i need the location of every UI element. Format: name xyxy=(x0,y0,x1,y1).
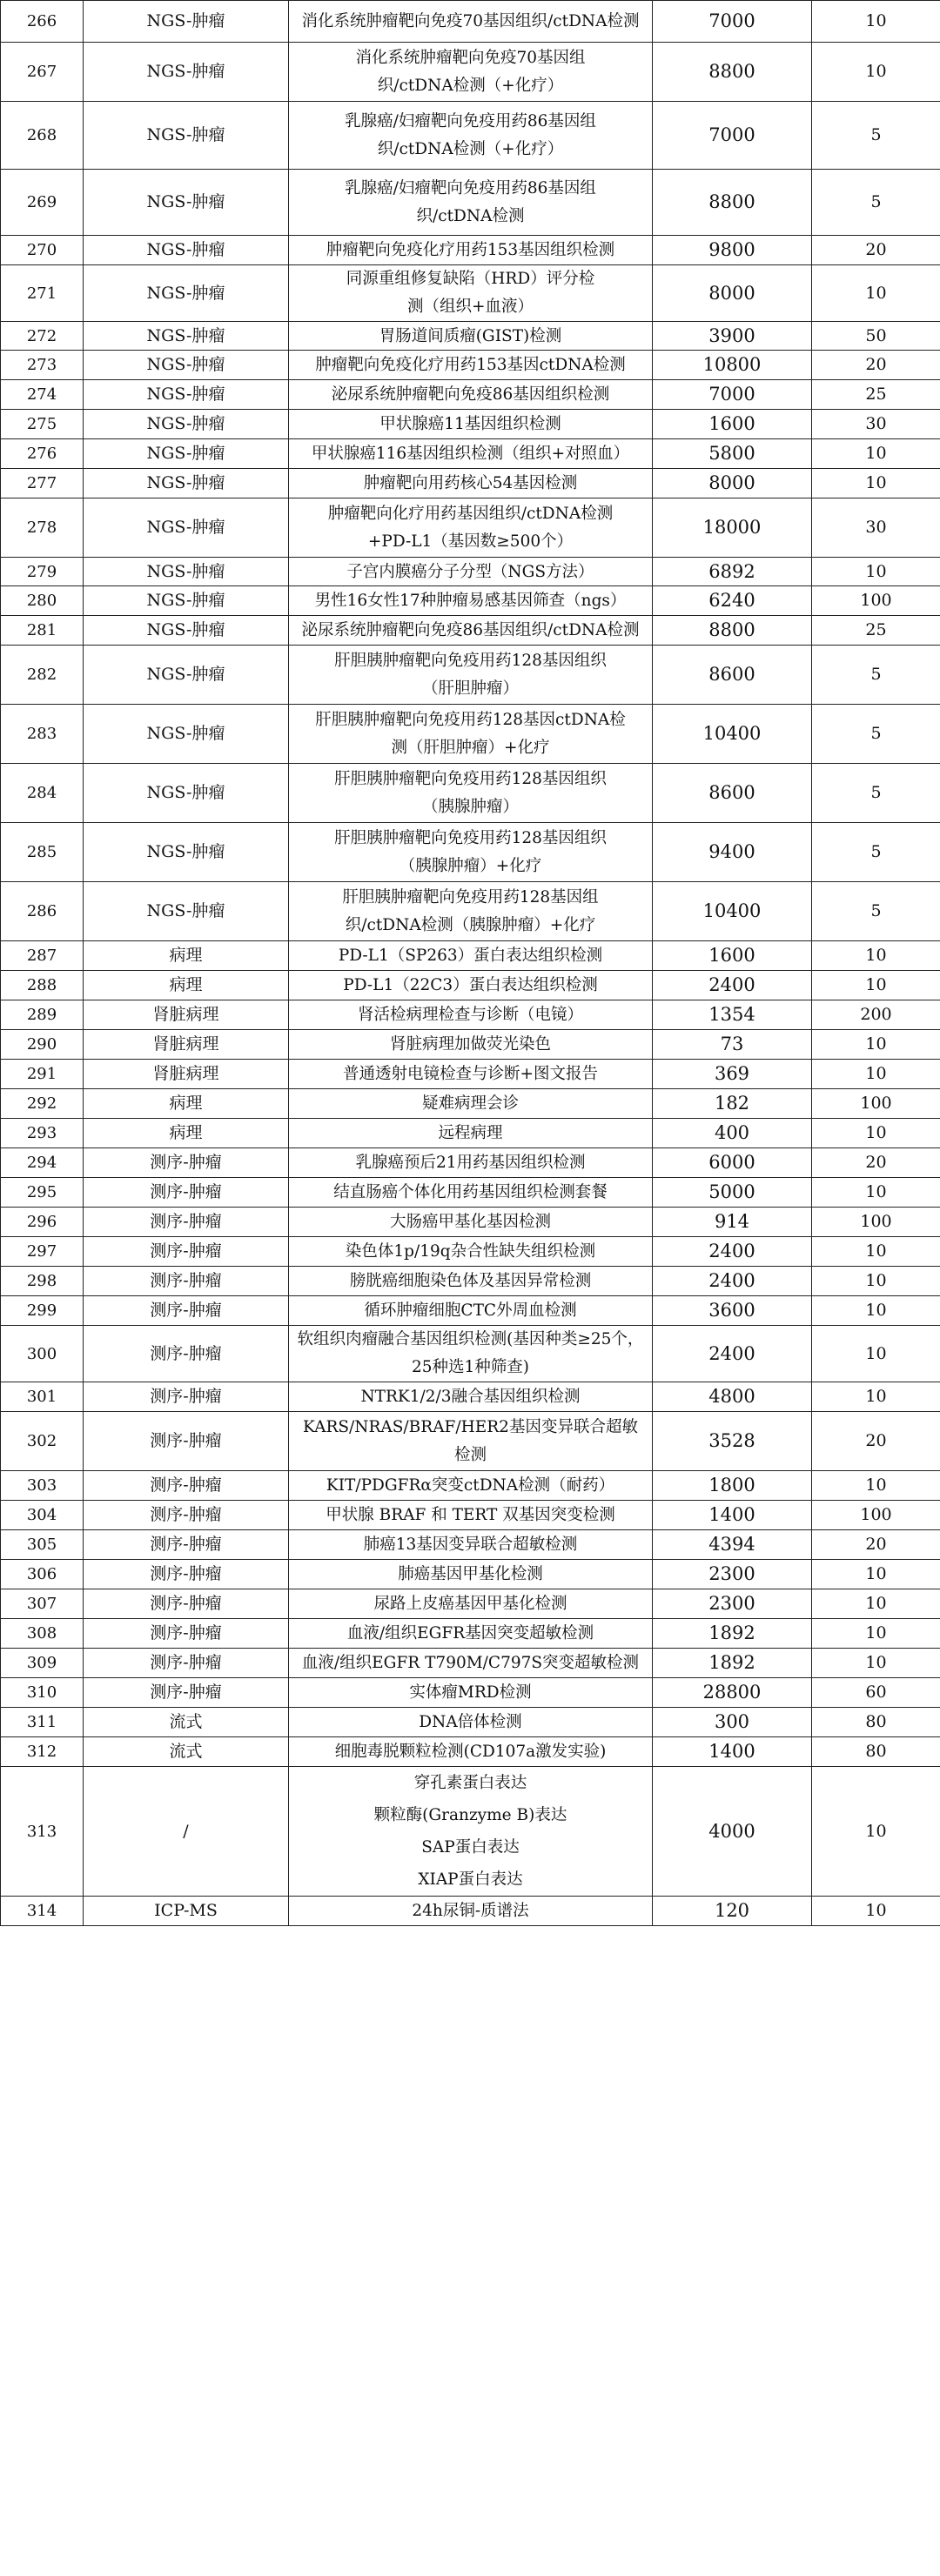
row-number: 271 xyxy=(1,265,84,322)
table-row xyxy=(1,1267,940,1296)
row-number: 270 xyxy=(1,236,84,265)
category-cell: 病理 xyxy=(84,1089,289,1119)
days-cell: 10 xyxy=(812,941,940,971)
table-row xyxy=(1,1678,940,1708)
test-item-cell: 结直肠癌个体化用药基因组织检测套餐 xyxy=(289,1178,653,1208)
price-cell: 300 xyxy=(653,1708,812,1737)
table-row xyxy=(1,322,940,351)
row-number: 314 xyxy=(1,1897,84,1926)
category-cell: NGS-肿瘤 xyxy=(84,558,289,586)
table-row xyxy=(1,351,940,380)
table-row xyxy=(1,586,940,616)
days-cell: 100 xyxy=(812,1208,940,1237)
test-item-cell: 血液/组织EGFR T790M/C797S突变超敏检测 xyxy=(289,1649,653,1678)
days-cell: 100 xyxy=(812,586,940,616)
price-cell: 8800 xyxy=(653,43,812,102)
price-cell: 8600 xyxy=(653,646,812,705)
category-cell: 测序-肿瘤 xyxy=(84,1237,289,1267)
days-cell: 10 xyxy=(812,265,940,322)
row-number: 310 xyxy=(1,1678,84,1708)
table-row xyxy=(1,1767,940,1897)
test-item-cell: 远程病理 xyxy=(289,1119,653,1148)
category-cell: NGS-肿瘤 xyxy=(84,410,289,439)
table-row xyxy=(1,1030,940,1060)
row-number: 302 xyxy=(1,1412,84,1471)
price-cell: 7000 xyxy=(653,1,812,43)
table-row xyxy=(1,1708,940,1737)
test-item-cell: 肝胆胰肿瘤靶向免疫用药128基因ctDNA检测（肝胆肿瘤）+化疗 xyxy=(289,705,653,764)
category-cell: 测序-肿瘤 xyxy=(84,1326,289,1382)
table-row xyxy=(1,1000,940,1030)
price-cell: 9400 xyxy=(653,823,812,882)
price-cell: 1892 xyxy=(653,1619,812,1649)
days-cell: 10 xyxy=(812,1119,940,1148)
category-cell: NGS-肿瘤 xyxy=(84,439,289,469)
table-row xyxy=(1,1412,940,1471)
table-row xyxy=(1,1737,940,1767)
table-row xyxy=(1,1237,940,1267)
test-item-cell: KARS/NRAS/BRAF/HER2基因变异联合超敏检测 xyxy=(289,1412,653,1471)
price-cell: 1892 xyxy=(653,1649,812,1678)
table-row xyxy=(1,498,940,558)
category-cell: 测序-肿瘤 xyxy=(84,1589,289,1619)
days-cell: 80 xyxy=(812,1737,940,1767)
price-cell: 6240 xyxy=(653,586,812,616)
price-cell: 400 xyxy=(653,1119,812,1148)
price-cell: 3600 xyxy=(653,1296,812,1326)
table-row xyxy=(1,1,940,43)
table-row xyxy=(1,469,940,498)
price-cell: 10800 xyxy=(653,351,812,380)
category-cell: NGS-肿瘤 xyxy=(84,236,289,265)
test-item-cell: 泌尿系统肿瘤靶向免疫86基因组织检测 xyxy=(289,380,653,410)
table-row xyxy=(1,1148,940,1178)
price-cell: 10400 xyxy=(653,705,812,764)
category-cell: NGS-肿瘤 xyxy=(84,43,289,102)
price-cell: 8000 xyxy=(653,469,812,498)
price-cell: 3900 xyxy=(653,322,812,351)
price-cell: 5000 xyxy=(653,1178,812,1208)
category-cell: 流式 xyxy=(84,1708,289,1737)
days-cell: 100 xyxy=(812,1089,940,1119)
table-row xyxy=(1,1178,940,1208)
price-cell: 9800 xyxy=(653,236,812,265)
table-row xyxy=(1,1589,940,1619)
days-cell: 100 xyxy=(812,1501,940,1530)
days-cell: 10 xyxy=(812,1619,940,1649)
category-cell: NGS-肿瘤 xyxy=(84,616,289,646)
days-cell: 10 xyxy=(812,1649,940,1678)
row-number: 308 xyxy=(1,1619,84,1649)
price-cell: 1600 xyxy=(653,941,812,971)
days-cell: 25 xyxy=(812,380,940,410)
days-cell: 10 xyxy=(812,1296,940,1326)
row-number: 291 xyxy=(1,1060,84,1089)
table-row xyxy=(1,823,940,882)
row-number: 267 xyxy=(1,43,84,102)
days-cell: 10 xyxy=(812,1,940,43)
days-cell: 10 xyxy=(812,1178,940,1208)
category-cell: NGS-肿瘤 xyxy=(84,882,289,941)
price-cell: 6892 xyxy=(653,558,812,586)
row-number: 272 xyxy=(1,322,84,351)
row-number: 294 xyxy=(1,1148,84,1178)
test-item-cell: 肝胆胰肿瘤靶向免疫用药128基因组织（胰腺肿瘤）+化疗 xyxy=(289,823,653,882)
row-number: 299 xyxy=(1,1296,84,1326)
row-number: 297 xyxy=(1,1237,84,1267)
days-cell: 5 xyxy=(812,764,940,823)
price-cell: 3528 xyxy=(653,1412,812,1471)
table-row xyxy=(1,705,940,764)
days-cell: 10 xyxy=(812,558,940,586)
price-cell: 914 xyxy=(653,1208,812,1237)
days-cell: 10 xyxy=(812,1060,940,1089)
row-number: 304 xyxy=(1,1501,84,1530)
row-number: 277 xyxy=(1,469,84,498)
table-row xyxy=(1,410,940,439)
days-cell: 30 xyxy=(812,410,940,439)
table-row xyxy=(1,1089,940,1119)
category-cell: 测序-肿瘤 xyxy=(84,1501,289,1530)
row-number: 301 xyxy=(1,1382,84,1412)
test-item-cell: 疑难病理会诊 xyxy=(289,1089,653,1119)
test-item-cell: 甲状腺 BRAF 和 TERT 双基因突变检测 xyxy=(289,1501,653,1530)
table-row xyxy=(1,102,940,170)
days-cell: 10 xyxy=(812,1237,940,1267)
price-cell: 4800 xyxy=(653,1382,812,1412)
table-row xyxy=(1,170,940,236)
price-cell: 1400 xyxy=(653,1501,812,1530)
price-cell: 1354 xyxy=(653,1000,812,1030)
days-cell: 10 xyxy=(812,439,940,469)
table-row xyxy=(1,1119,940,1148)
test-item-cell: DNA倍体检测 xyxy=(289,1708,653,1737)
days-cell: 5 xyxy=(812,823,940,882)
days-cell: 10 xyxy=(812,469,940,498)
days-cell: 10 xyxy=(812,1326,940,1382)
table-row xyxy=(1,1471,940,1501)
days-cell: 5 xyxy=(812,102,940,170)
test-item-cell: PD-L1（SP263）蛋白表达组织检测 xyxy=(289,941,653,971)
row-number: 268 xyxy=(1,102,84,170)
test-item-cell: 肾脏病理加做荧光染色 xyxy=(289,1030,653,1060)
category-cell: NGS-肿瘤 xyxy=(84,498,289,558)
days-cell: 25 xyxy=(812,616,940,646)
category-cell: 测序-肿瘤 xyxy=(84,1649,289,1678)
test-item-cell: 大肠癌甲基化基因检测 xyxy=(289,1208,653,1237)
test-item-cell: 染色体1p/19q杂合性缺失组织检测 xyxy=(289,1237,653,1267)
price-cell: 8800 xyxy=(653,616,812,646)
row-number: 300 xyxy=(1,1326,84,1382)
table-body xyxy=(1,1,940,1926)
table-row xyxy=(1,1296,940,1326)
category-cell: NGS-肿瘤 xyxy=(84,764,289,823)
category-cell: NGS-肿瘤 xyxy=(84,322,289,351)
test-item-cell: 肾活检病理检查与诊断（电镜） xyxy=(289,1000,653,1030)
table-row xyxy=(1,236,940,265)
test-item-cell: 穿孔素蛋白表达 颗粒酶(Granzyme B)表达 SAP蛋白表达 XIAP蛋白表达 xyxy=(289,1767,653,1897)
price-cell: 120 xyxy=(653,1897,812,1926)
table-row xyxy=(1,1501,940,1530)
table-row xyxy=(1,1382,940,1412)
row-number: 285 xyxy=(1,823,84,882)
test-item-cell: 血液/组织EGFR基因突变超敏检测 xyxy=(289,1619,653,1649)
test-item-cell: 肿瘤靶向用药核心54基因检测 xyxy=(289,469,653,498)
test-item-cell: 循环肿瘤细胞CTC外周血检测 xyxy=(289,1296,653,1326)
price-cell: 8000 xyxy=(653,265,812,322)
category-cell: 肾脏病理 xyxy=(84,1030,289,1060)
table-row xyxy=(1,558,940,586)
row-number: 296 xyxy=(1,1208,84,1237)
price-cell: 6000 xyxy=(653,1148,812,1178)
category-cell: 测序-肿瘤 xyxy=(84,1296,289,1326)
days-cell: 10 xyxy=(812,971,940,1000)
category-cell: NGS-肿瘤 xyxy=(84,170,289,236)
row-number: 283 xyxy=(1,705,84,764)
table-row xyxy=(1,882,940,941)
test-item-cell: 膀胱癌细胞染色体及基因异常检测 xyxy=(289,1267,653,1296)
price-cell: 2400 xyxy=(653,1267,812,1296)
test-item-cell: 细胞毒脱颗粒检测(CD107a激发实验) xyxy=(289,1737,653,1767)
row-number: 266 xyxy=(1,1,84,43)
price-cell: 4000 xyxy=(653,1767,812,1897)
days-cell: 10 xyxy=(812,1471,940,1501)
table-row xyxy=(1,1326,940,1382)
row-number: 280 xyxy=(1,586,84,616)
category-cell: NGS-肿瘤 xyxy=(84,102,289,170)
days-cell: 10 xyxy=(812,43,940,102)
test-item-cell: 子宫内膜癌分子分型（NGS方法） xyxy=(289,558,653,586)
days-cell: 5 xyxy=(812,882,940,941)
category-cell: 病理 xyxy=(84,941,289,971)
price-cell: 73 xyxy=(653,1030,812,1060)
row-number: 293 xyxy=(1,1119,84,1148)
test-item-cell: 24h尿铜-质谱法 xyxy=(289,1897,653,1926)
price-cell: 182 xyxy=(653,1089,812,1119)
category-cell: 测序-肿瘤 xyxy=(84,1267,289,1296)
table-row xyxy=(1,380,940,410)
days-cell: 5 xyxy=(812,170,940,236)
days-cell: 20 xyxy=(812,1148,940,1178)
category-cell: 测序-肿瘤 xyxy=(84,1382,289,1412)
category-cell: NGS-肿瘤 xyxy=(84,265,289,322)
row-number: 303 xyxy=(1,1471,84,1501)
category-cell: 测序-肿瘤 xyxy=(84,1148,289,1178)
category-cell: 流式 xyxy=(84,1737,289,1767)
days-cell: 10 xyxy=(812,1897,940,1926)
table-row xyxy=(1,764,940,823)
row-number: 281 xyxy=(1,616,84,646)
days-cell: 10 xyxy=(812,1382,940,1412)
test-item-cell: 男性16女性17种肿瘤易感基因筛查（ngs） xyxy=(289,586,653,616)
test-item-cell: 同源重组修复缺陷（HRD）评分检测（组织+血液） xyxy=(289,265,653,322)
category-cell: NGS-肿瘤 xyxy=(84,469,289,498)
row-number: 295 xyxy=(1,1178,84,1208)
category-cell: 肾脏病理 xyxy=(84,1060,289,1089)
days-cell: 20 xyxy=(812,1412,940,1471)
row-number: 275 xyxy=(1,410,84,439)
test-item-cell: 消化系统肿瘤靶向免疫70基因组织/ctDNA检测 xyxy=(289,1,653,43)
category-cell: 测序-肿瘤 xyxy=(84,1678,289,1708)
table-row xyxy=(1,265,940,322)
table-row xyxy=(1,941,940,971)
test-item-cell: 肺癌13基因变异联合超敏检测 xyxy=(289,1530,653,1560)
test-item-cell: 甲状腺癌116基因组织检测（组织+对照血） xyxy=(289,439,653,469)
test-item-cell: NTRK1/2/3融合基因组织检测 xyxy=(289,1382,653,1412)
table-row xyxy=(1,646,940,705)
row-number: 282 xyxy=(1,646,84,705)
price-cell: 1800 xyxy=(653,1471,812,1501)
days-cell: 5 xyxy=(812,705,940,764)
table-row xyxy=(1,1649,940,1678)
category-cell: NGS-肿瘤 xyxy=(84,823,289,882)
price-cell: 1400 xyxy=(653,1737,812,1767)
category-cell: NGS-肿瘤 xyxy=(84,705,289,764)
price-cell: 28800 xyxy=(653,1678,812,1708)
test-item-cell: 甲状腺癌11基因组织检测 xyxy=(289,410,653,439)
days-cell: 10 xyxy=(812,1589,940,1619)
price-cell: 7000 xyxy=(653,102,812,170)
test-item-cell: 泌尿系统肿瘤靶向免疫86基因组织/ctDNA检测 xyxy=(289,616,653,646)
days-cell: 50 xyxy=(812,322,940,351)
days-cell: 10 xyxy=(812,1030,940,1060)
row-number: 288 xyxy=(1,971,84,1000)
test-item-cell: 肝胆胰肿瘤靶向免疫用药128基因组织（肝胆肿瘤） xyxy=(289,646,653,705)
category-cell: 测序-肿瘤 xyxy=(84,1560,289,1589)
test-item-cell: 乳腺癌/妇瘤靶向免疫用药86基因组织/ctDNA检测 xyxy=(289,170,653,236)
days-cell: 20 xyxy=(812,351,940,380)
category-cell: 测序-肿瘤 xyxy=(84,1412,289,1471)
row-number: 284 xyxy=(1,764,84,823)
test-item-cell: 消化系统肿瘤靶向免疫70基因组织/ctDNA检测（+化疗） xyxy=(289,43,653,102)
category-cell: NGS-肿瘤 xyxy=(84,380,289,410)
price-cell: 2400 xyxy=(653,971,812,1000)
price-cell: 2300 xyxy=(653,1560,812,1589)
category-cell: 测序-肿瘤 xyxy=(84,1530,289,1560)
row-number: 309 xyxy=(1,1649,84,1678)
test-item-cell: 肝胆胰肿瘤靶向免疫用药128基因组织（胰腺肿瘤） xyxy=(289,764,653,823)
days-cell: 10 xyxy=(812,1267,940,1296)
test-item-cell: KIT/PDGFRα突变ctDNA检测（耐药） xyxy=(289,1471,653,1501)
test-item-cell: 实体瘤MRD检测 xyxy=(289,1678,653,1708)
price-cell: 2300 xyxy=(653,1589,812,1619)
test-item-cell: 软组织肉瘤融合基因组织检测(基因种类≥25个，25种选1种筛查) xyxy=(289,1326,653,1382)
category-cell: 测序-肿瘤 xyxy=(84,1208,289,1237)
price-cell: 2400 xyxy=(653,1326,812,1382)
row-number: 287 xyxy=(1,941,84,971)
table-row xyxy=(1,43,940,102)
test-item-cell: 肝胆胰肿瘤靶向免疫用药128基因组织/ctDNA检测（胰腺肿瘤）+化疗 xyxy=(289,882,653,941)
row-number: 289 xyxy=(1,1000,84,1030)
row-number: 298 xyxy=(1,1267,84,1296)
price-cell: 7000 xyxy=(653,380,812,410)
table-row xyxy=(1,1208,940,1237)
category-cell: NGS-肿瘤 xyxy=(84,351,289,380)
days-cell: 60 xyxy=(812,1678,940,1708)
table-row xyxy=(1,1560,940,1589)
category-cell: 肾脏病理 xyxy=(84,1000,289,1030)
row-number: 307 xyxy=(1,1589,84,1619)
price-cell: 8800 xyxy=(653,170,812,236)
days-cell: 200 xyxy=(812,1000,940,1030)
row-number: 306 xyxy=(1,1560,84,1589)
test-item-cell: 肿瘤靶向免疫化疗用药153基因ctDNA检测 xyxy=(289,351,653,380)
row-number: 290 xyxy=(1,1030,84,1060)
table-row xyxy=(1,1060,940,1089)
price-cell: 5800 xyxy=(653,439,812,469)
price-cell: 8600 xyxy=(653,764,812,823)
category-cell: / xyxy=(84,1767,289,1897)
test-item-cell: PD-L1（22C3）蛋白表达组织检测 xyxy=(289,971,653,1000)
price-cell: 4394 xyxy=(653,1530,812,1560)
category-cell: NGS-肿瘤 xyxy=(84,586,289,616)
row-number: 292 xyxy=(1,1089,84,1119)
test-item-cell: 乳腺癌预后21用药基因组织检测 xyxy=(289,1148,653,1178)
category-cell: 测序-肿瘤 xyxy=(84,1619,289,1649)
test-item-cell: 肿瘤靶向化疗用药基因组织/ctDNA检测+PD-L1（基因数≥500个） xyxy=(289,498,653,558)
test-item-cell: 普通透射电镜检查与诊断+图文报告 xyxy=(289,1060,653,1089)
test-item-cell: 肺癌基因甲基化检测 xyxy=(289,1560,653,1589)
price-cell: 1600 xyxy=(653,410,812,439)
category-cell: ICP-MS xyxy=(84,1897,289,1926)
row-number: 313 xyxy=(1,1767,84,1897)
days-cell: 80 xyxy=(812,1708,940,1737)
table-row xyxy=(1,616,940,646)
row-number: 274 xyxy=(1,380,84,410)
row-number: 269 xyxy=(1,170,84,236)
price-cell: 2400 xyxy=(653,1237,812,1267)
price-cell: 18000 xyxy=(653,498,812,558)
row-number: 311 xyxy=(1,1708,84,1737)
table-row xyxy=(1,971,940,1000)
days-cell: 10 xyxy=(812,1560,940,1589)
days-cell: 20 xyxy=(812,1530,940,1560)
table-row xyxy=(1,1897,940,1926)
row-number: 278 xyxy=(1,498,84,558)
row-number: 273 xyxy=(1,351,84,380)
category-cell: 测序-肿瘤 xyxy=(84,1178,289,1208)
row-number: 276 xyxy=(1,439,84,469)
row-number: 286 xyxy=(1,882,84,941)
test-item-cell: 肿瘤靶向免疫化疗用药153基因组织检测 xyxy=(289,236,653,265)
category-cell: NGS-肿瘤 xyxy=(84,646,289,705)
table-row xyxy=(1,1530,940,1560)
test-item-cell: 胃肠道间质瘤(GIST)检测 xyxy=(289,322,653,351)
row-number: 312 xyxy=(1,1737,84,1767)
category-cell: 病理 xyxy=(84,1119,289,1148)
days-cell: 10 xyxy=(812,1767,940,1897)
test-item-cell: 尿路上皮癌基因甲基化检测 xyxy=(289,1589,653,1619)
price-cell: 10400 xyxy=(653,882,812,941)
price-cell: 369 xyxy=(653,1060,812,1089)
row-number: 279 xyxy=(1,558,84,586)
row-number: 305 xyxy=(1,1530,84,1560)
days-cell: 20 xyxy=(812,236,940,265)
category-cell: NGS-肿瘤 xyxy=(84,1,289,43)
table-row xyxy=(1,1619,940,1649)
category-cell: 病理 xyxy=(84,971,289,1000)
category-cell: 测序-肿瘤 xyxy=(84,1471,289,1501)
days-cell: 30 xyxy=(812,498,940,558)
days-cell: 5 xyxy=(812,646,940,705)
test-item-cell: 乳腺癌/妇瘤靶向免疫用药86基因组织/ctDNA检测（+化疗） xyxy=(289,102,653,170)
table-row xyxy=(1,439,940,469)
